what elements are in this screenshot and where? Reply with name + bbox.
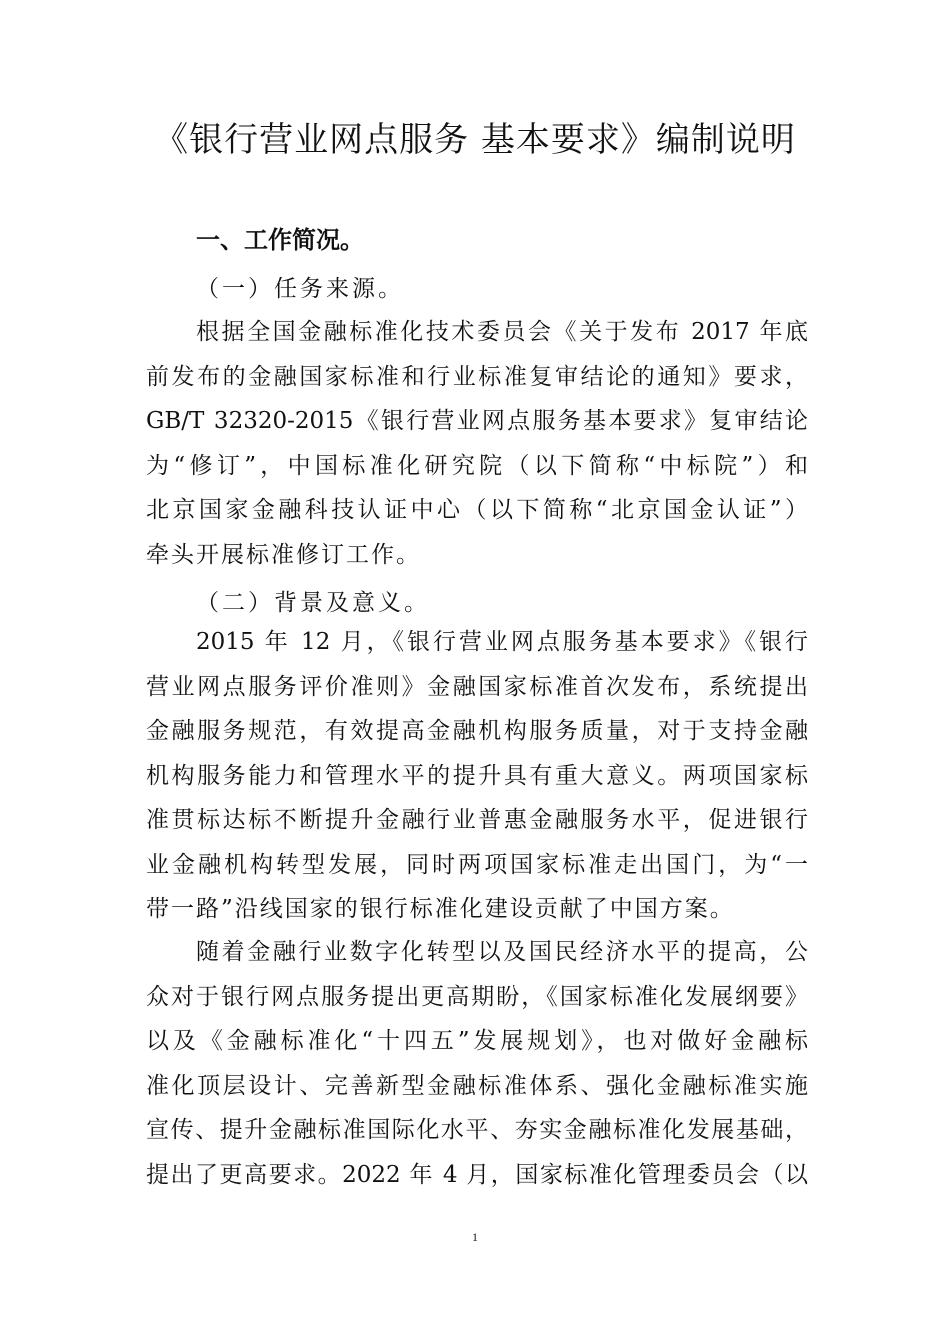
paragraph-line: 牵头开展标准修订工作。 [146,541,421,568]
paragraph-line: 以及《金融标准化“十四五”发展规划》，也对做好金融标 [146,1028,808,1054]
paragraph-line: 金融服务规范，有效提高金融机构服务质量，对于支持金融 [146,718,808,744]
paragraph-line: 前发布的金融国家标准和行业标准复审结论的通知》要求， [146,363,808,390]
paragraph-line: 2015 年 12 月，《银行营业网点服务基本要求》《银行 [196,629,808,655]
paragraph-line: 随着金融行业数字化转型以及国民经济水平的提高，公 [196,939,808,965]
paragraph-line: 根据全国金融标准化技术委员会《关于发布 2017 年底 [196,319,808,345]
paragraph-line: 宣传、提升金融标准国际化水平、夯实金融标准化发展基础， [146,1117,808,1143]
paragraph-line: GB/T 32320-2015《银行营业网点服务基本要求》复审结论 [146,408,808,434]
paragraph-line: 机构服务能力和管理水平的提升具有重大意义。两项国家标 [146,762,808,789]
subsection-heading-task-source: （一）任务来源。 [196,276,404,302]
paragraph-line: 众对于银行网点服务提出更高期盼，《国家标准化发展纲要》 [146,983,808,1010]
paragraph-line: 准化顶层设计、完善新型金融标准体系、强化金融标准实施 [146,1072,808,1099]
paragraph-background-1 [146,620,808,932]
paragraph-line: 准贯标达标不断提升金融行业普惠金融服务水平，促进银行 [146,807,808,833]
paragraph-line: 为“修订”，中国标准化研究院（以下简称“中标院”）和 [146,452,808,479]
paragraph-background-2 [146,930,808,1197]
subsection-heading-background: （二）背景及意义。 [196,590,430,616]
page-number: 1 [472,1230,478,1244]
paragraph-line: 营业网点服务评价准则》金融国家标准首次发布，系统提出 [146,673,808,700]
paragraph-task-source [146,310,808,577]
paragraph-line: 北京国家金融科技认证中心（以下简称“北京国金认证”） [146,497,808,523]
paragraph-line: 提出了更高要求。2022 年 4 月，国家标准化管理委员会（以 [146,1161,808,1188]
section-heading-work-overview: 一、工作简况。 [196,226,364,254]
document-title: 《银行营业网点服务 基本要求》编制说明 [154,120,796,160]
paragraph-line: 业金融机构转型发展，同时两项国家标准走出国门，为“一 [146,851,808,878]
paragraph-line: 带一路”沿线国家的银行标准化建设贡献了中国方案。 [146,896,735,922]
